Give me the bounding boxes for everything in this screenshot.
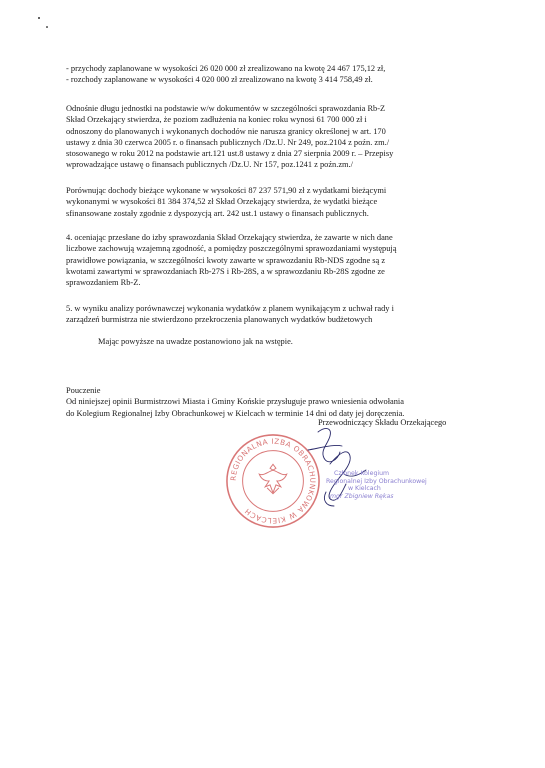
- list-item: - rozchody zaplanowane w wysokości 4 020 000 zł zrealizowano na kwotę 3 414 758,49 zł.: [66, 75, 373, 85]
- stamp-line: Członek Kolegium: [334, 470, 390, 477]
- text-line: Skład Orzekający stwierdza, że poziom zadłużenia na koniec roku wynosi 61 700 000 zł i: [66, 115, 367, 125]
- debt-paragraph: [66, 103, 482, 171]
- scan-speck: [46, 26, 48, 28]
- text-line: wykonanymi w wysokości 81 384 374,52 zł Skład Orzekający stwierdza, że wydatki bieżące: [66, 197, 378, 207]
- text-line: 4. oceniając przesłane do izby sprawozdania Skład Orzekający stwierdza, że zawarte w nich dane: [66, 233, 393, 242]
- instruction-title: Pouczenie: [66, 386, 101, 395]
- text-line: zarządzeń burmistrza nie stwierdzono przekroczenia planowanych wydatków budżetowych: [66, 315, 373, 325]
- stamp-line: Regionalnej Izby Obrachunkowej: [326, 477, 427, 485]
- text-line: sprawozdaniem Rb-Z.: [66, 278, 141, 288]
- stamp-line: w Kielcach: [348, 485, 381, 493]
- scan-speck: [38, 17, 40, 19]
- text-line: stosowanego w roku 2012 na podstawie art.121 ust.8 ustawy z dnia 27 sierpnia 2009 r. – Przepisy: [66, 149, 394, 159]
- text-line: odnoszony do planowanych i wykonanych dochodów nie narusza granicy określonej w art. 170: [66, 126, 386, 136]
- text-line: Porównując dochody bieżące wykonane w wysokości 87 237 571,90 zł z wydatkami bieżącymi: [66, 186, 387, 195]
- text-line: prawidłowe powiązania, w szczególności kwoty zawarte w sprawozdaniu Rb-NDS zgodne są z: [66, 255, 386, 265]
- member-stamp: [326, 470, 446, 520]
- text-line: ustawy z dnia 30 czerwca 2005 r. o finansach publicznych /Dz.U. Nr 249, poz.2104 z poźn. zm./: [66, 137, 390, 147]
- expenditure-paragraph: [66, 303, 482, 326]
- current-income-paragraph: [66, 185, 482, 219]
- text-line: liczbowe zachowują wzajemną zgodność, a pomiędzy poszczególnymi sprawozdaniami występują: [66, 244, 397, 254]
- text-line: Od niniejszej opinii Burmistrzowi Miasta i Gminy Końskie przysługuje prawo wniesienia odwołania: [66, 397, 404, 407]
- seal-ring-text: REGIONALNA IZBA OBRACHUNKOWA W KIELCACH: [228, 436, 318, 526]
- text-line: sfinansowane zostały zgodnie z dyspozycją art. 242 ust.1 ustawy o finansach publicznych.: [66, 208, 369, 218]
- reports-paragraph: [66, 232, 482, 288]
- stamp-line: mgr Zbigniew Rękas: [330, 492, 394, 500]
- text-line: 5. w wyniku analizy porównawczej wykonania wydatków z planem wynikającym z uchwał rady i: [66, 304, 394, 313]
- income-expense-list: [66, 63, 482, 86]
- text-line: do Kolegium Regionalnej Izby Obrachunkowej w Kielcach w terminie 14 dni od daty jej doręczenia.: [66, 408, 405, 418]
- eagle-emblem: [259, 464, 286, 493]
- text-line: kwotami zawartymi w sprawozdaniach Rb-27S i Rb-28S, a w sprawozdaniu Rb-28S zgodne ze: [66, 266, 385, 276]
- text-line: Odnośnie długu jednostki na podstawie w/w dokumentów w szczególności sprawozdania Rb-Z: [66, 104, 386, 113]
- text-line: wprowadzające ustawę o finansach publicznych /Dz.U. Nr 157, poz.1241 z poźn.zm./: [66, 160, 353, 170]
- list-item: - przychody zaplanowane w wysokości 26 020 000 zł zrealizowano na kwotę 24 467 175,12 zł,: [66, 64, 386, 73]
- signatory-title: Przewodniczący Składu Orzekającego: [318, 418, 447, 427]
- closing-statement: Mając powyższe na uwadze postanowiono jak na wstępie.: [98, 337, 293, 346]
